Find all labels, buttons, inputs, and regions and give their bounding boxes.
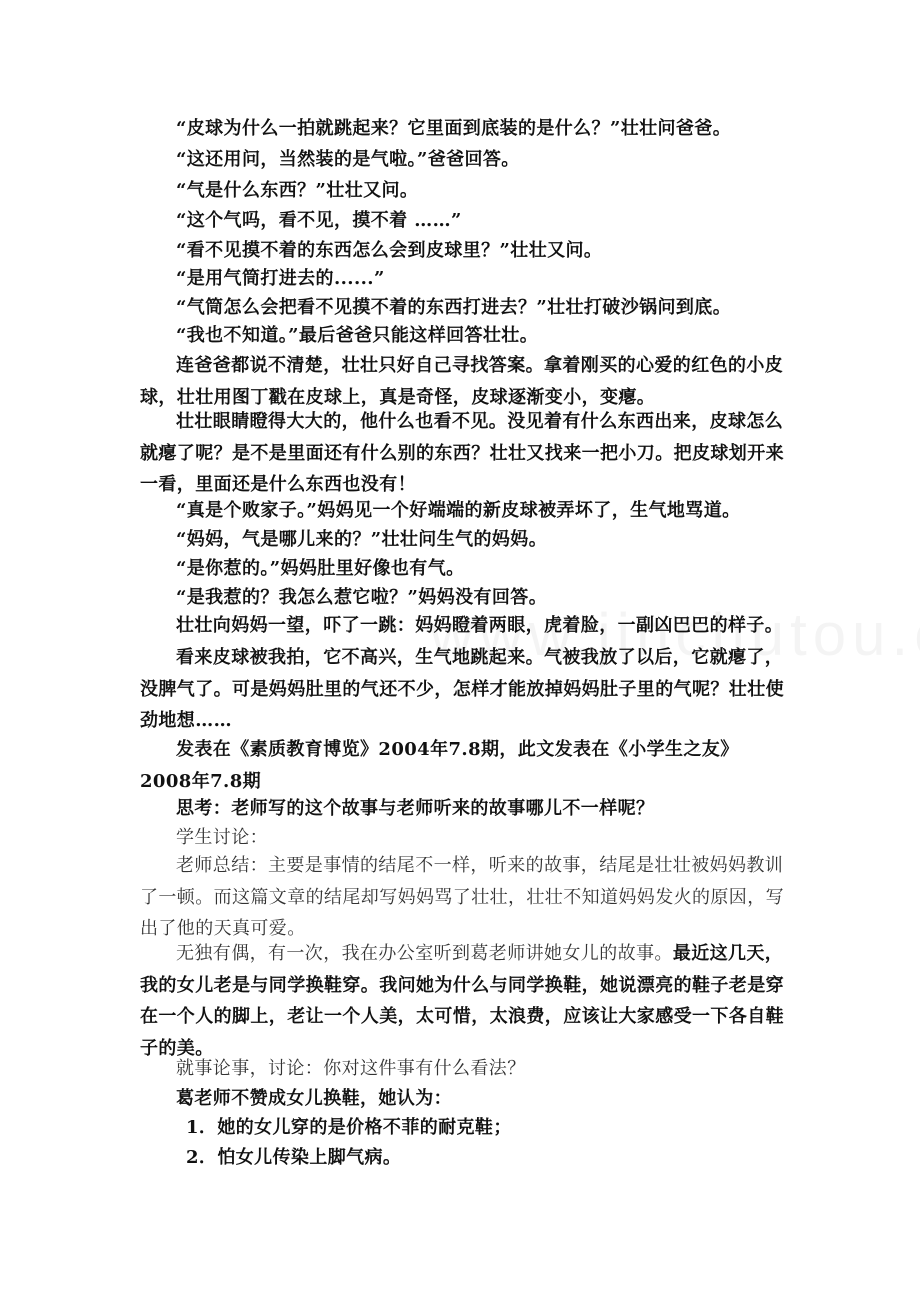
- paragraph-8: “我也不知道。”最后爸爸只能这样回答壮壮。: [176, 325, 539, 346]
- paragraph-19: 学生讨论：: [176, 827, 268, 848]
- paragraph-18: 思考：老师写的这个故事与老师听来的故事哪儿不一样呢？: [176, 798, 655, 819]
- list-item-1: 1．她的女儿穿的是价格不菲的耐克鞋；: [186, 1117, 512, 1138]
- paragraph-13: “是你惹的。”妈妈肚里好像也有气。: [176, 558, 465, 579]
- paragraph-23: 葛老师不赞成女儿换鞋，她认为：: [176, 1088, 452, 1109]
- paragraph-5: “看不见摸不着的东西怎么会到皮球里？”壮壮又问。: [176, 240, 603, 261]
- paragraph-21-story: 最近这几天，我的女儿老是与同学换鞋穿。我问她为什么与同学换鞋，她说漂亮的鞋子老是穿在一个人的脚上，老让一个人美，太可惜，太浪费，应该让大家感受一下各自鞋子的美。: [140, 943, 784, 1059]
- paragraph-20: 老师总结：主要是事情的结尾不一样，听来的故事，结尾是壮壮被妈妈教训了一顿。而这篇文章的结尾却写妈妈骂了壮壮，壮壮不知道妈妈发火的原因，写出了他的天真可爱。: [140, 855, 784, 939]
- watermark: [430, 600, 920, 669]
- paragraph-4: “这个气吗，看不见，摸不着 ……”: [176, 210, 462, 231]
- paragraph-14: “是我惹的？我怎么惹它啦？”妈妈没有回答。: [176, 587, 548, 608]
- paragraph-9: 连爸爸都说不清楚，壮壮只好自己寻找答案。拿着刚买的心爱的红色的小皮球，壮壮用图丁戳在皮球上，真是奇怪，皮球逐渐变小，变瘪。: [140, 355, 784, 408]
- paragraph-17: 发表在《素质教育博览》2004年7.8期，此文发表在《小学生之友》2008年7.8期: [140, 739, 739, 792]
- paragraph-1: “皮球为什么一拍就跳起来？它里面到底装的是什么？”壮壮问爸爸。: [176, 118, 732, 139]
- paragraph-2: “这还用问，当然装的是气啦。”爸爸回答。: [176, 149, 520, 170]
- paragraph-3: “气是什么东西？”壮壮又问。: [176, 180, 419, 201]
- paragraph-11: “真是个败家子。”妈妈见一个好端端的新皮球被弄坏了，生气地骂道。: [176, 500, 741, 521]
- paragraph-22: 就事论事，讨论：你对这件事有什么看法？: [176, 1058, 526, 1079]
- paragraph-6: “是用气筒打进去的......”: [176, 268, 385, 289]
- paragraph-16: 看来皮球被我拍，它不高兴，生气地跳起来。气被我放了以后，它就瘪了，没脾气了。可是妈妈肚里的气还不少，怎样才能放掉妈妈肚子里的气呢？壮壮使劲地想……: [140, 647, 784, 731]
- list-item-2: 2．怕女儿传染上脚气病。: [186, 1147, 402, 1168]
- paragraph-12: “妈妈，气是哪儿来的？”壮壮问生气的妈妈。: [176, 529, 548, 550]
- paragraph-21: [140, 938, 790, 1064]
- paragraph-21-intro: 无独有偶，有一次，我在办公室听到葛老师讲她女儿的故事。: [176, 943, 673, 964]
- paragraph-10: 壮壮眼睛瞪得大大的，他什么也看不见。没见着有什么东西出来，皮球怎么就瘪了呢？是不是里面还有什么别的东西？壮壮又找来一把小刀。把皮球划开来一看，里面还是什么东西也没有！: [140, 411, 784, 495]
- paragraph-7: “气筒怎么会把看不见摸不着的东西打进去？”壮壮打破沙锅问到底。: [176, 297, 732, 318]
- paragraph-15: 壮壮向妈妈一望，吓了一跳：妈妈瞪着两眼，虎着脸，一副凶巴巴的样子。: [176, 615, 784, 636]
